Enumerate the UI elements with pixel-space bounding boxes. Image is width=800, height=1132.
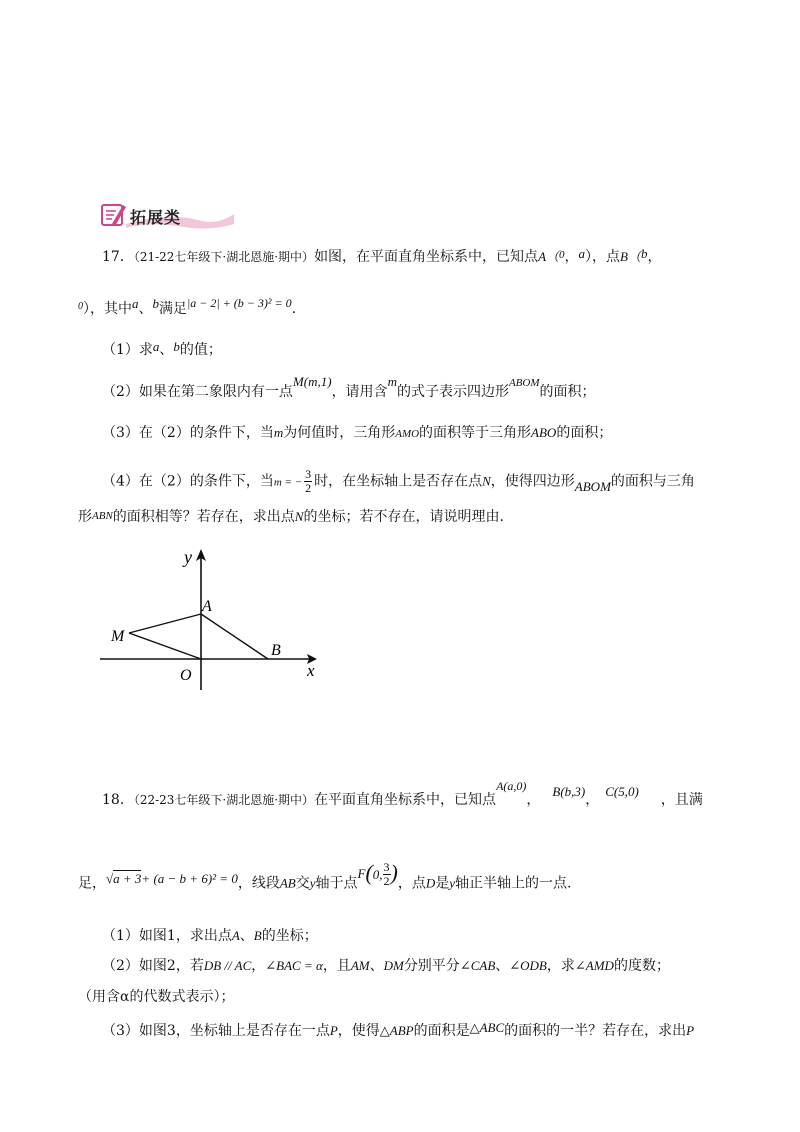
label-A: A [202,598,212,615]
section-header [98,200,238,230]
segment-MO [129,633,201,659]
q18-sqrt: √a + 3 [106,870,142,886]
q17-part-4: （4）在（2）的条件下，当m = − $\frac{3}{2}$ 时，在坐标轴上是否存在点N，使得四边形ABOM的面积与三角 [102,467,695,495]
q18-line-1: 18．（22-23七年级下·湖北恩施·期中）在平面直角坐标系中，已知点A(a,0)，B(b,3)，C(5,0)，且满 [102,779,703,808]
q17-part-4-line-2: 形ABN的面积相等？若存在，求出点N的坐标；若不存在，请说明理由. [78,509,504,525]
segment-MA [129,614,201,633]
q17-condition: |a − 2| + (b − 3)² = 0 [187,296,292,310]
q17-coordinate-figure [95,545,335,695]
q17-number: 17． [102,249,134,265]
q17-fraction: $\frac{3}{2}$ [305,467,312,495]
q17-line-1: 17．（21-22七年级下·湖北恩施·期中）如图，在平面直角坐标系中，已知点A（$^0$，a），点B（b， [102,246,662,265]
q18-part-3: （3）如图3，坐标轴上是否存在一点P，使得△ABP的面积是△ABC的面积的一半？若存在，求出P [102,1020,695,1039]
q17-part-2: （2）如果在第二象限内有一点M(m,1)，请用含m的式子表示四边形$^{ABOM}$的面积； [102,374,596,400]
q18-part-1: （1）如图1，求出点A、B的坐标； [102,928,318,944]
q18-part-2: （2）如图2，若DB // AC，∠BAC = α，且AM、DM分别平分∠CAB、∠ODB，求∠AMD的度数； [102,958,670,974]
q18-fraction: $\frac{3}{2}$ [383,860,390,888]
q17-part-1: （1）求a、b的值； [102,339,222,358]
q17-part-3: （3）在（2）的条件下，当m为何值时，三角形AMO的面积等于三角形ABO的面积； [102,425,613,441]
section-title: 拓展类 [130,208,182,227]
q18-part-2-line-2: （用含α的代数式表示）； [78,989,235,1005]
label-y: y [184,547,192,567]
q17-line-2: $^0$），其中a、b满足|a − 2| + (b − 3)² = 0. [78,296,297,317]
q17-source: （21-22七年级下·湖北恩施·期中） [133,250,315,264]
q18-source: （22-23七年级下·湖北恩施·期中） [133,793,315,807]
q18-line-2: 足，√a + 3+ (a − b + 6)² = 0，线段AB交y轴于点F(0, $\frac{3}{2}$ )，点D是y轴正半轴上的一点. [78,859,572,892]
label-M: M [111,628,125,645]
label-B: B [271,642,281,659]
segment-AB [201,614,268,659]
label-O: O [180,667,192,684]
label-x: x [307,661,315,680]
q18-number: 18． [102,792,134,808]
